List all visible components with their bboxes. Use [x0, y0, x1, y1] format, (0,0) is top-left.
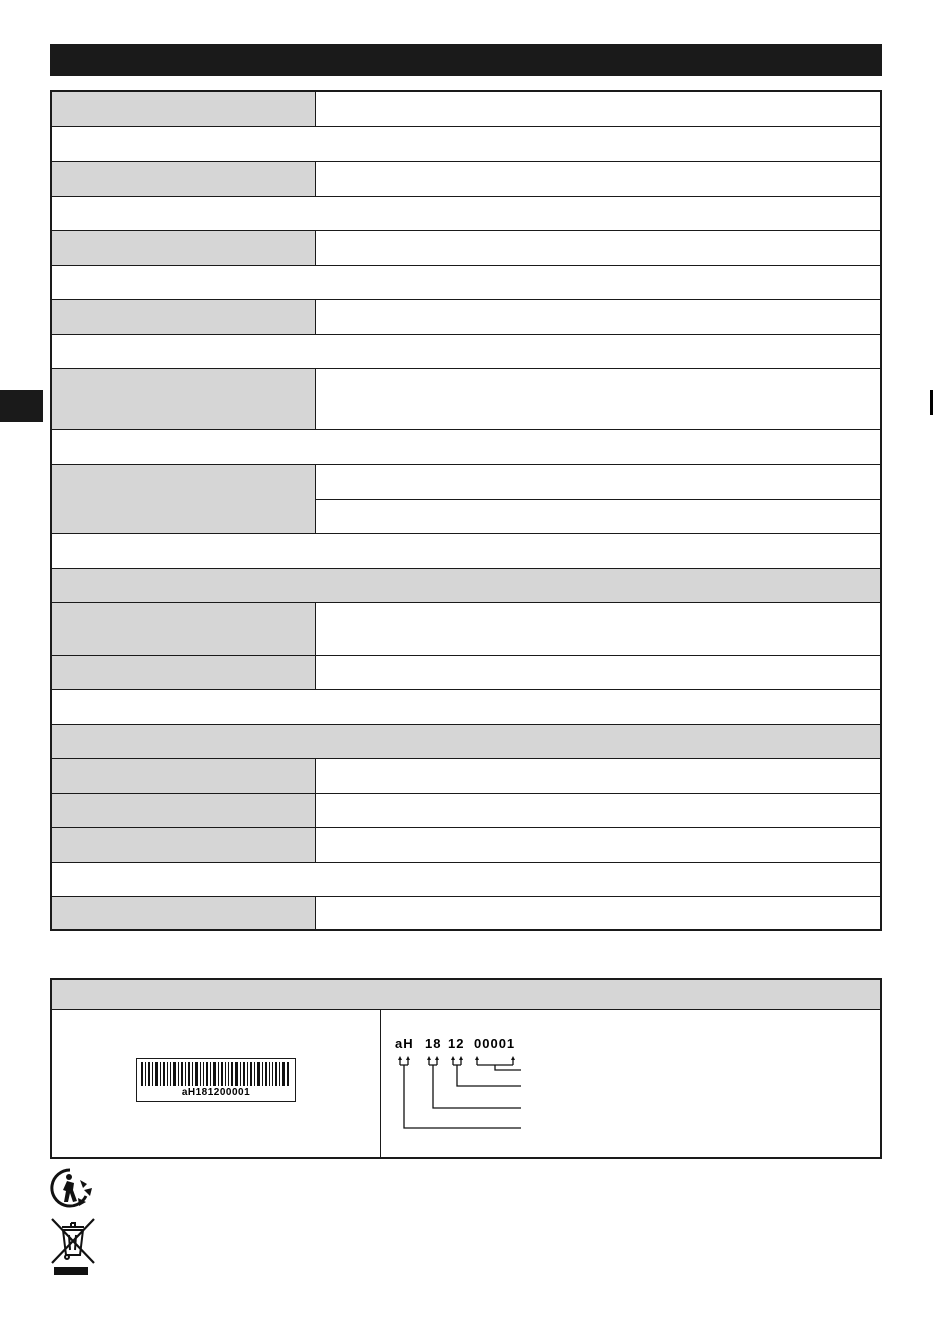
spec-row: [52, 161, 880, 196]
specifications-table: [50, 90, 882, 931]
serial-number-box: [50, 978, 882, 1159]
code-part-number: 00001: [474, 1036, 516, 1051]
spec-label-cell: [52, 162, 316, 196]
spec-note-row: [52, 429, 880, 464]
spec-value-cell: [316, 794, 880, 827]
barcode-icon: [137, 1062, 294, 1088]
spec-section-header: [52, 568, 880, 602]
spec-label-cell: [52, 92, 316, 126]
spec-value-cell: [316, 162, 880, 196]
spec-label-cell: [52, 759, 316, 793]
spec-row: [52, 896, 880, 929]
spec-section-header: [52, 724, 880, 758]
spec-label-cell: [52, 369, 316, 429]
spec-row: [52, 758, 880, 793]
spec-row: [52, 368, 880, 429]
spec-value-split: [316, 465, 880, 533]
spec-row: [52, 230, 880, 265]
triman-recycling-icon: [50, 1168, 96, 1208]
header-bar: [50, 44, 882, 76]
spec-row: [52, 655, 880, 689]
weee-crossed-bin-icon: [50, 1217, 96, 1277]
spec-row: [52, 92, 880, 126]
spec-row: [52, 602, 880, 655]
spec-label-cell: [52, 656, 316, 689]
code-part-year: 18: [425, 1036, 442, 1051]
spec-row: [52, 299, 880, 334]
spec-value-cell: [316, 759, 880, 793]
spec-label-cell: [52, 300, 316, 334]
spec-value-cell: [316, 465, 880, 499]
spec-row: [52, 827, 880, 862]
spec-label-cell: [52, 231, 316, 265]
spec-note-row: [52, 265, 880, 299]
spec-note-row: [52, 862, 880, 896]
side-language-tab: [0, 390, 43, 422]
code-part-prefix: aH: [395, 1036, 414, 1051]
serial-label-panel: [52, 1010, 381, 1158]
spec-value-cell: [316, 499, 880, 534]
spec-value-cell: [316, 828, 880, 862]
spec-label-cell: [52, 465, 316, 533]
disposal-icons: [50, 1168, 96, 1277]
spec-value-cell: [316, 300, 880, 334]
barcode-label: [136, 1058, 296, 1102]
spec-label-cell: [52, 794, 316, 827]
spec-row-split: [52, 464, 880, 533]
spec-note-row: [52, 334, 880, 368]
barcode-serial-text: aH181200001: [181, 1087, 251, 1098]
spec-note-row: [52, 533, 880, 568]
spec-value-cell: [316, 92, 880, 126]
spec-value-cell: [316, 897, 880, 929]
serial-breakdown-panel: [381, 1010, 880, 1158]
serial-breakdown-arrows: [381, 1010, 581, 1130]
spec-row: [52, 793, 880, 827]
spec-label-cell: [52, 603, 316, 655]
spec-value-cell: [316, 369, 880, 429]
spec-note-row: [52, 196, 880, 230]
code-part-month: 12: [448, 1036, 465, 1051]
spec-note-row: [52, 689, 880, 724]
spec-label-cell: [52, 897, 316, 929]
spec-value-cell: [316, 231, 880, 265]
spec-value-cell: [316, 656, 880, 689]
spec-note-row: [52, 126, 880, 161]
spec-value-cell: [316, 603, 880, 655]
spec-label-cell: [52, 828, 316, 862]
serial-section-header: [52, 980, 880, 1010]
